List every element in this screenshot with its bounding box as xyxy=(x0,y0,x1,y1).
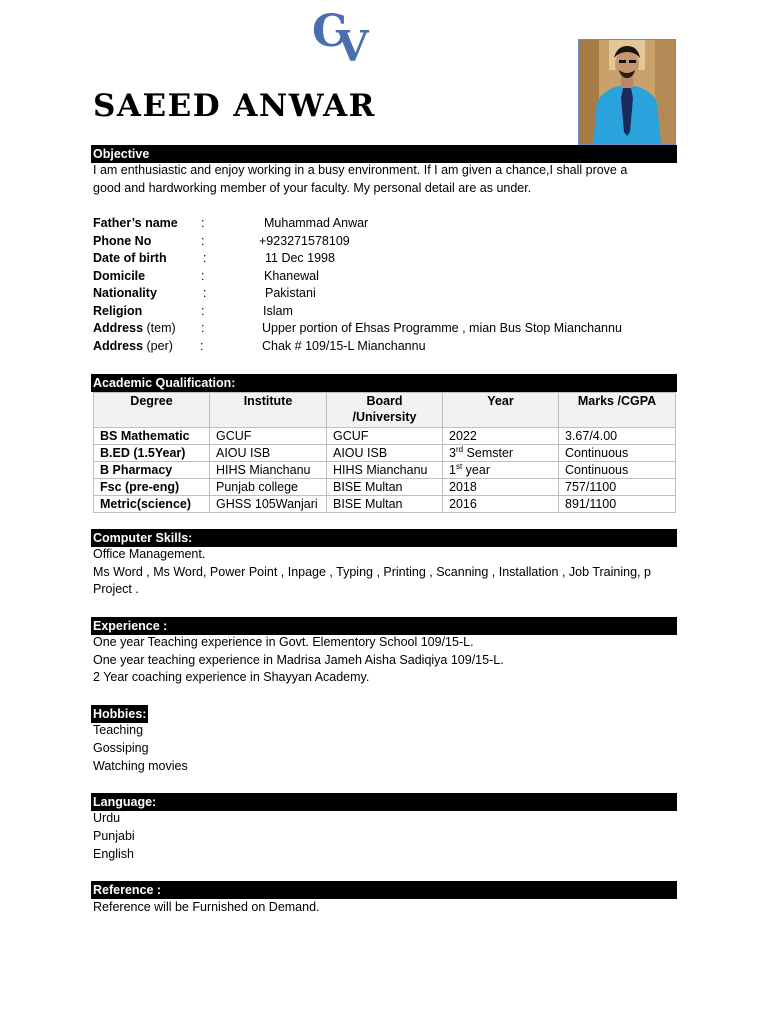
cell-marks: 757/1100 xyxy=(559,479,676,496)
personal-label: Date of birth xyxy=(93,251,167,265)
experience-line: One year Teaching experience in Govt. Elementory School 109/15-L. xyxy=(93,635,474,649)
cell-marks: Continuous xyxy=(559,445,676,462)
cell-degree: Fsc (pre-eng) xyxy=(94,479,210,496)
colon: : xyxy=(200,339,204,353)
colon: : xyxy=(201,321,205,335)
cv-logo-v: V xyxy=(336,22,369,71)
cell-board: BISE Multan xyxy=(327,479,443,496)
cell-degree: BS Mathematic xyxy=(94,428,210,445)
cell-institute: GHSS 105Wanjari xyxy=(210,496,327,513)
personal-value: Upper portion of Ehsas Programme , mian Bus Stop Mianchannu xyxy=(262,321,622,335)
personal-label: Nationality xyxy=(93,286,157,300)
hobby-item: Watching movies xyxy=(93,759,188,773)
colon: : xyxy=(201,269,205,283)
computer-skill-line: Office Management. xyxy=(93,547,206,561)
header-marks: Marks /CGPA xyxy=(559,393,676,428)
header-degree: Degree xyxy=(94,393,210,428)
language-item: English xyxy=(93,847,134,861)
colon: : xyxy=(203,251,207,265)
personal-value: Chak # 109/15-L Mianchannu xyxy=(262,339,426,353)
hobbies-heading: Hobbies: xyxy=(93,707,147,721)
cv-logo-c: C xyxy=(312,6,346,57)
colon: : xyxy=(201,304,205,318)
colon: : xyxy=(201,216,205,230)
personal-value: Muhammad Anwar xyxy=(264,216,369,230)
personal-label: Religion xyxy=(93,304,143,318)
table-row xyxy=(94,462,676,479)
cell-board: BISE Multan xyxy=(327,496,443,513)
cell-institute: Punjab college xyxy=(210,479,327,496)
cell-institute: AIOU ISB xyxy=(210,445,327,462)
computer-skill-line: Project . xyxy=(93,582,139,596)
qualification-table xyxy=(93,392,676,513)
cell-board: GCUF xyxy=(327,428,443,445)
reference-line: Reference will be Furnished on Demand. xyxy=(93,900,320,914)
cell-marks: 891/1100 xyxy=(559,496,676,513)
objective-line-1: I am enthusiastic and enjoy working in a busy environment. If I am given a chance,I shall prove a xyxy=(93,163,628,177)
cell-degree: Metric(science) xyxy=(94,496,210,513)
personal-value: 11 Dec 1998 xyxy=(265,251,335,265)
profile-photo xyxy=(578,39,676,145)
cell-year: 2022 xyxy=(443,428,559,445)
cell-year: 2018 xyxy=(443,479,559,496)
cell-institute: HIHS Mianchanu xyxy=(210,462,327,479)
language-item: Urdu xyxy=(93,811,121,825)
personal-value: +923271578109 xyxy=(259,234,350,248)
table-row xyxy=(94,496,676,513)
cell-degree: B.ED (1.5Year) xyxy=(94,445,210,462)
personal-value: Pakistani xyxy=(265,286,316,300)
header-year: Year xyxy=(443,393,559,428)
objective-line-2: good and hardworking member of your faculty. My personal detail are as under. xyxy=(93,181,532,195)
cell-board: AIOU ISB xyxy=(327,445,443,462)
personal-value: Islam xyxy=(263,304,293,318)
cell-year: 3rd Semster xyxy=(443,445,559,462)
reference-heading: Reference : xyxy=(91,881,677,899)
computer-skills-heading: Computer Skills: xyxy=(91,529,677,547)
experience-line: One year teaching experience in Madrisa Jameh Aisha Sadiqiya 109/15-L. xyxy=(93,653,504,667)
academic-heading: Academic Qualification: xyxy=(91,374,677,392)
cell-board: HIHS Mianchanu xyxy=(327,462,443,479)
cell-marks: Continuous xyxy=(559,462,676,479)
hobby-item: Teaching xyxy=(93,723,144,737)
cell-institute: GCUF xyxy=(210,428,327,445)
cell-marks: 3.67/4.00 xyxy=(559,428,676,445)
cell-year: 1st year xyxy=(443,462,559,479)
personal-label: Phone No xyxy=(93,234,152,248)
cell-year: 2016 xyxy=(443,496,559,513)
profile-photo-image xyxy=(579,40,675,144)
candidate-name: SAEED ANWAR xyxy=(93,88,376,124)
personal-label: Domicile xyxy=(93,269,146,283)
hobby-item: Gossiping xyxy=(93,741,149,755)
personal-value: Khanewal xyxy=(264,269,319,283)
objective-heading: Objective xyxy=(91,145,677,163)
computer-skill-line: Ms Word , Ms Word, Power Point , Inpage , Typing , Printing , Scanning , Installation , Job Training, p xyxy=(93,565,651,579)
table-row xyxy=(94,445,676,462)
personal-label: Address (per) xyxy=(93,339,173,353)
table-row xyxy=(94,479,676,496)
colon: : xyxy=(203,286,207,300)
experience-heading: Experience : xyxy=(91,617,677,635)
table-header-row xyxy=(94,393,676,428)
table-row xyxy=(94,428,676,445)
cell-degree: B Pharmacy xyxy=(94,462,210,479)
cv-logo xyxy=(312,6,392,72)
personal-label: Address (tem) xyxy=(93,321,176,335)
experience-line: 2 Year coaching experience in Shayyan Academy. xyxy=(93,670,370,684)
header-board: Board /University xyxy=(327,393,443,428)
language-heading: Language: xyxy=(91,793,677,811)
header-institute: Institute xyxy=(210,393,327,428)
colon: : xyxy=(201,234,205,248)
language-item: Punjabi xyxy=(93,829,135,843)
personal-label: Father’s name xyxy=(93,216,178,230)
